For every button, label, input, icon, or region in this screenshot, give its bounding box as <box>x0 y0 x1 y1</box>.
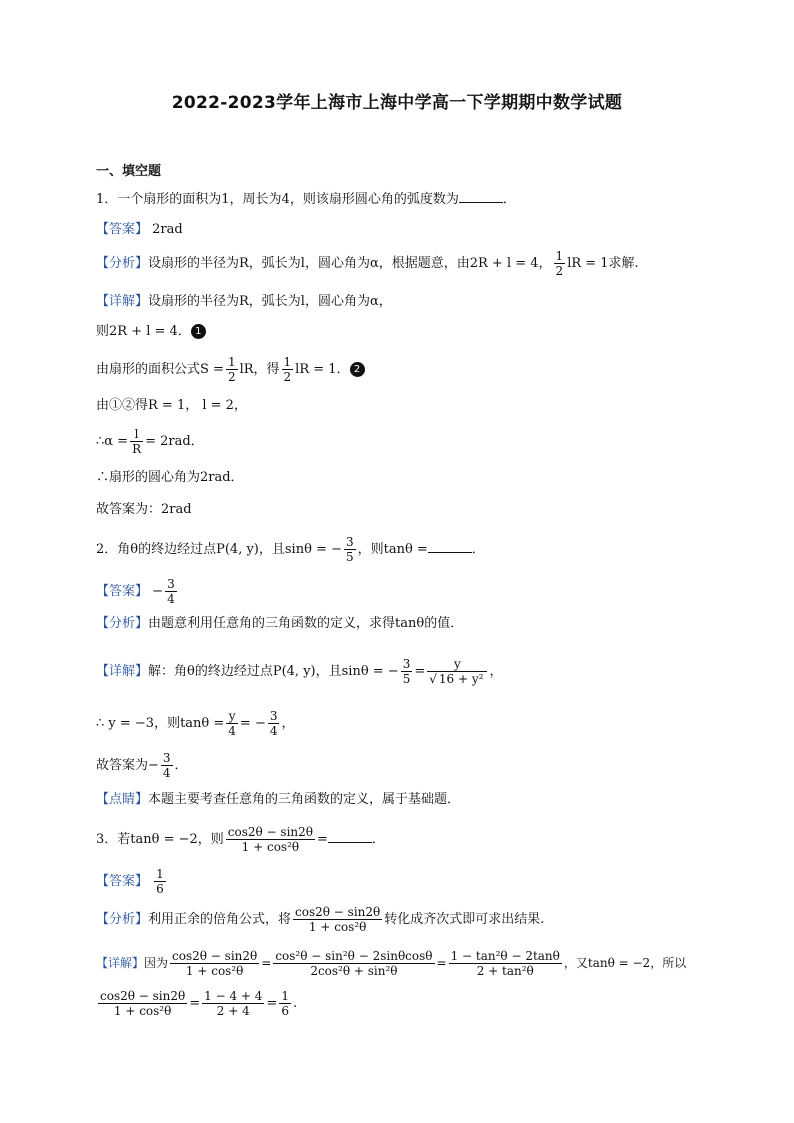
fraction: $\frac{1}{2}$ <box>227 355 236 384</box>
q2-stem: 2．角θ的终边经过点P(4, y)，且sinθ = − $\frac{3}{5}$ ，则tanθ = ． <box>96 535 485 564</box>
q3-answer <box>96 868 168 895</box>
fraction: $\frac{3}{4}$ <box>167 577 175 606</box>
fraction: $\frac{3}{5}$ <box>345 535 354 564</box>
fraction: $\frac{\cos 2\theta - \sin 2\theta}{\text{1 + cos²θ}}$ <box>227 825 314 854</box>
detail-tag: 【详解】 <box>96 664 149 679</box>
fraction: $\frac{1}{6}$ <box>281 989 289 1018</box>
fraction: $\frac{\text{1 − tan²θ − 2tanθ}}{\text{2 + tan²θ}}$ <box>450 949 560 978</box>
q1-line-3: 由扇形的面积公式S = $\frac{1}{2}$ lR，得 $\frac{1}{2}$ lR = 1． 2 <box>96 356 365 383</box>
analysis-tag: 【分析】 <box>96 912 149 927</box>
fraction: $\frac{3}{4}$ <box>269 709 278 738</box>
q2-line-3: 故答案为− $\frac{3}{4}$ ． <box>96 751 188 780</box>
q3-analysis: 【分析】利用正余的倍角公式，将 $\frac{\cos 2\theta - \sin 2\theta}{\text{1 + cos²θ}}$ 转化成齐次式即可求出结果. <box>96 905 545 934</box>
answer-blank <box>428 540 472 553</box>
fraction: $\frac{\cos 2\theta - \sin 2\theta}{\text{1 + cos²θ}}$ <box>172 949 258 978</box>
document-title: 2022-2023学年上海市上海中学高一下学期期中数学试题 <box>171 93 623 113</box>
fraction: $\frac{l}{R}$ <box>132 427 142 456</box>
q2-detail: 【详解】解：角θ的终边经过点P(4, y)，且sinθ = − $\frac{3}{5}$ = $\frac{y}{\text{√ 16 + y²}}$ ， <box>96 657 503 686</box>
q2-answer: 【答案】 − $\frac{3}{4}$ <box>96 577 175 606</box>
analysis-tag: 【分析】 <box>96 616 149 631</box>
q1-line-7: 故答案为：2rad <box>96 502 192 517</box>
q1-answer: 【答案】 2rad <box>96 222 183 237</box>
q1-line-2: 则2R + l = 4． 1 <box>96 322 206 342</box>
fraction: $\frac{1 - 4 + 4}{2 + 4}$ <box>204 989 263 1018</box>
q1-line-6: ∴扇形的圆心角为2rad． <box>96 470 244 485</box>
circled-number-2: 2 <box>350 362 365 377</box>
fraction: $\frac{1}{6}$ <box>156 867 164 896</box>
answer-tag: 【答案】 <box>96 874 149 889</box>
fraction: $\frac{y}{\text{√ 16 + y²}}$ <box>427 658 487 685</box>
fraction: $\frac{1}{2}$ <box>555 249 564 278</box>
q3-stem: 3．若tanθ = −2，则 $\frac{\cos 2\theta - \sin 2\theta}{\text{1 + cos²θ}}$ = ． <box>96 825 385 854</box>
q2-comment: 【点睛】本题主要考查任意角的三角函数的定义，属于基础题． <box>96 792 461 807</box>
q1-stem: 1．一个扇形的面积为1，周长为4，则该扇形圆心角的弧度数为 ． <box>96 192 516 207</box>
section-heading: 一、填空题 <box>96 164 162 179</box>
fraction: $\frac{\cos 2\theta - \sin 2\theta}{\text{1 + cos²θ}}$ <box>100 989 186 1018</box>
q2-line-2: ∴ y = −3，则tanθ = $\frac{y}{4}$ = − $\frac{3}{4}$ ， <box>96 709 295 738</box>
fraction: $\frac{1}{2}$ <box>283 355 292 384</box>
answer-tag: 【答案】 <box>96 222 149 237</box>
fraction: $\frac{3}{4}$ <box>162 751 171 780</box>
q1-line-5: ∴α = $\frac{l}{R}$ = 2rad． <box>96 427 204 456</box>
detail-tag: 【详解】 <box>96 956 145 970</box>
q3-detail: 【详解】因为 $\frac{\cos 2\theta - \sin 2\theta}{\text{1 + cos²θ}}$ = $\frac{\text{cos²θ − sin²θ − 2sinθcosθ}}{\text{2cos²θ + sin²θ}}$ = $\frac{\text{1 − tan²θ − 2tanθ}}{\text{2 + tan²θ}}$ ，又tanθ = −2，所以 <box>96 949 687 978</box>
q3-line-2: $\frac{\cos 2\theta - \sin 2\theta}{\text{1 + cos²θ}}$ = $\frac{1 - 4 + 4}{2 + 4}$ = $\frac{1}{6}$ . <box>100 989 298 1018</box>
fraction: $\frac{\text{cos²θ − sin²θ − 2sinθcosθ}}{\text{2cos²θ + sin²θ}}$ <box>275 949 433 978</box>
fraction: $\frac{y}{4}$ <box>228 709 236 738</box>
q2-analysis: 【分析】由题意利用任意角的三角函数的定义，求得tanθ的值． <box>96 616 464 631</box>
analysis-tag: 【分析】 <box>96 256 149 271</box>
circled-number-1: 1 <box>191 324 206 339</box>
fraction: $\frac{\cos 2\theta - \sin 2\theta}{\text{1 + cos²θ}}$ <box>295 905 381 934</box>
answer-blank <box>328 830 372 843</box>
answer-tag: 【答案】 <box>96 584 149 599</box>
fraction: $\frac{3}{5}$ <box>402 657 411 686</box>
q1-detail: 【详解】设扇形的半径为R，弧长为l，圆心角为α， <box>96 294 392 309</box>
comment-tag: 【点睛】 <box>96 792 149 807</box>
detail-tag: 【详解】 <box>96 294 149 309</box>
q1-line-4: 由①②得R = 1， l = 2， <box>96 398 247 413</box>
q1-analysis: 【分析】设扇形的半径为R，弧长为l，圆心角为α，根据题意，由2R + l = 4， $\frac{1}{2}$ lR = 1求解. <box>96 249 639 278</box>
answer-blank <box>459 190 503 203</box>
